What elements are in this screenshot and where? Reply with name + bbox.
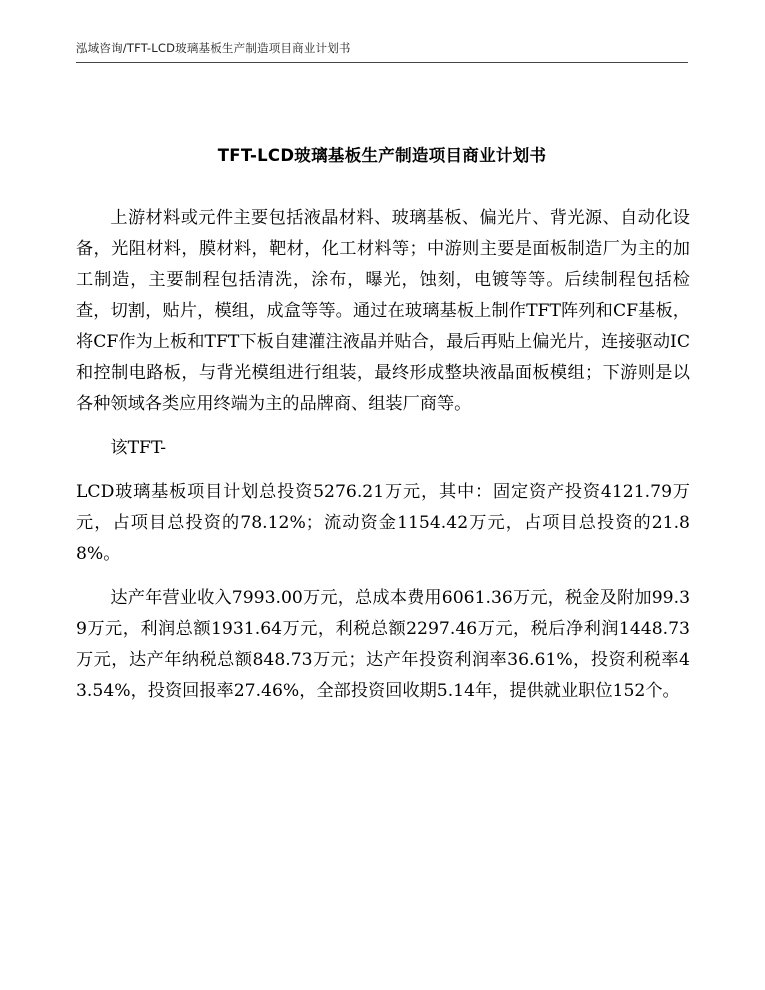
document-body [76, 203, 690, 720]
paragraph-investment: LCD玻璃基板项目计划总投资5276.21万元，其中：固定资产投资4121.79万元，占项目总投资的78.12%；流动资金1154.42万元，占项目总投资的21.88%。 [76, 482, 690, 564]
running-header: 泓域咨询/TFT-LCD玻璃基板生产制造项目商业计划书 [76, 41, 351, 55]
header-divider [76, 62, 688, 63]
document-title: TFT-LCD玻璃基板生产制造项目商业计划书 [217, 146, 547, 165]
paragraph-supply-chain: 上游材料或元件主要包括液晶材料、玻璃基板、偏光片、背光源、自动化设备，光阻材料，膜材料，靶材，化工材料等；中游则主要是面板制造厂为主的加工制造，主要制程包括清洗，涂布，曝光，蚀刻，电镀等等。后续制程包括检查，切割，贴片，模组，成盒等等。通过在玻璃基板上制作TFT阵列和CF基板，将CF作为上板和TFT下板自建灌注液晶并贴合，最后再贴上偏光片，连接驱动IC和控制电路板，与背光模组进行组装，最终形成整块液晶面板模组；下游则是以各种领域各类应用终端为主的品牌商、组装厂商等。 [76, 208, 690, 414]
paragraph-project-intro: 该TFT- [110, 438, 167, 458]
paragraph-financials: 达产年营业收入7993.00万元，总成本费用6061.36万元，税金及附加99.39万元，利润总额1931.64万元，利税总额2297.46万元，税后净利润1448.73万元，达产年纳税总额848.73万元；达产年投资利润率36.61%，投资利税率43.54%，投资回报率27.46%，全部投资回收期5.14年，提供就业职位152个。 [76, 588, 690, 701]
